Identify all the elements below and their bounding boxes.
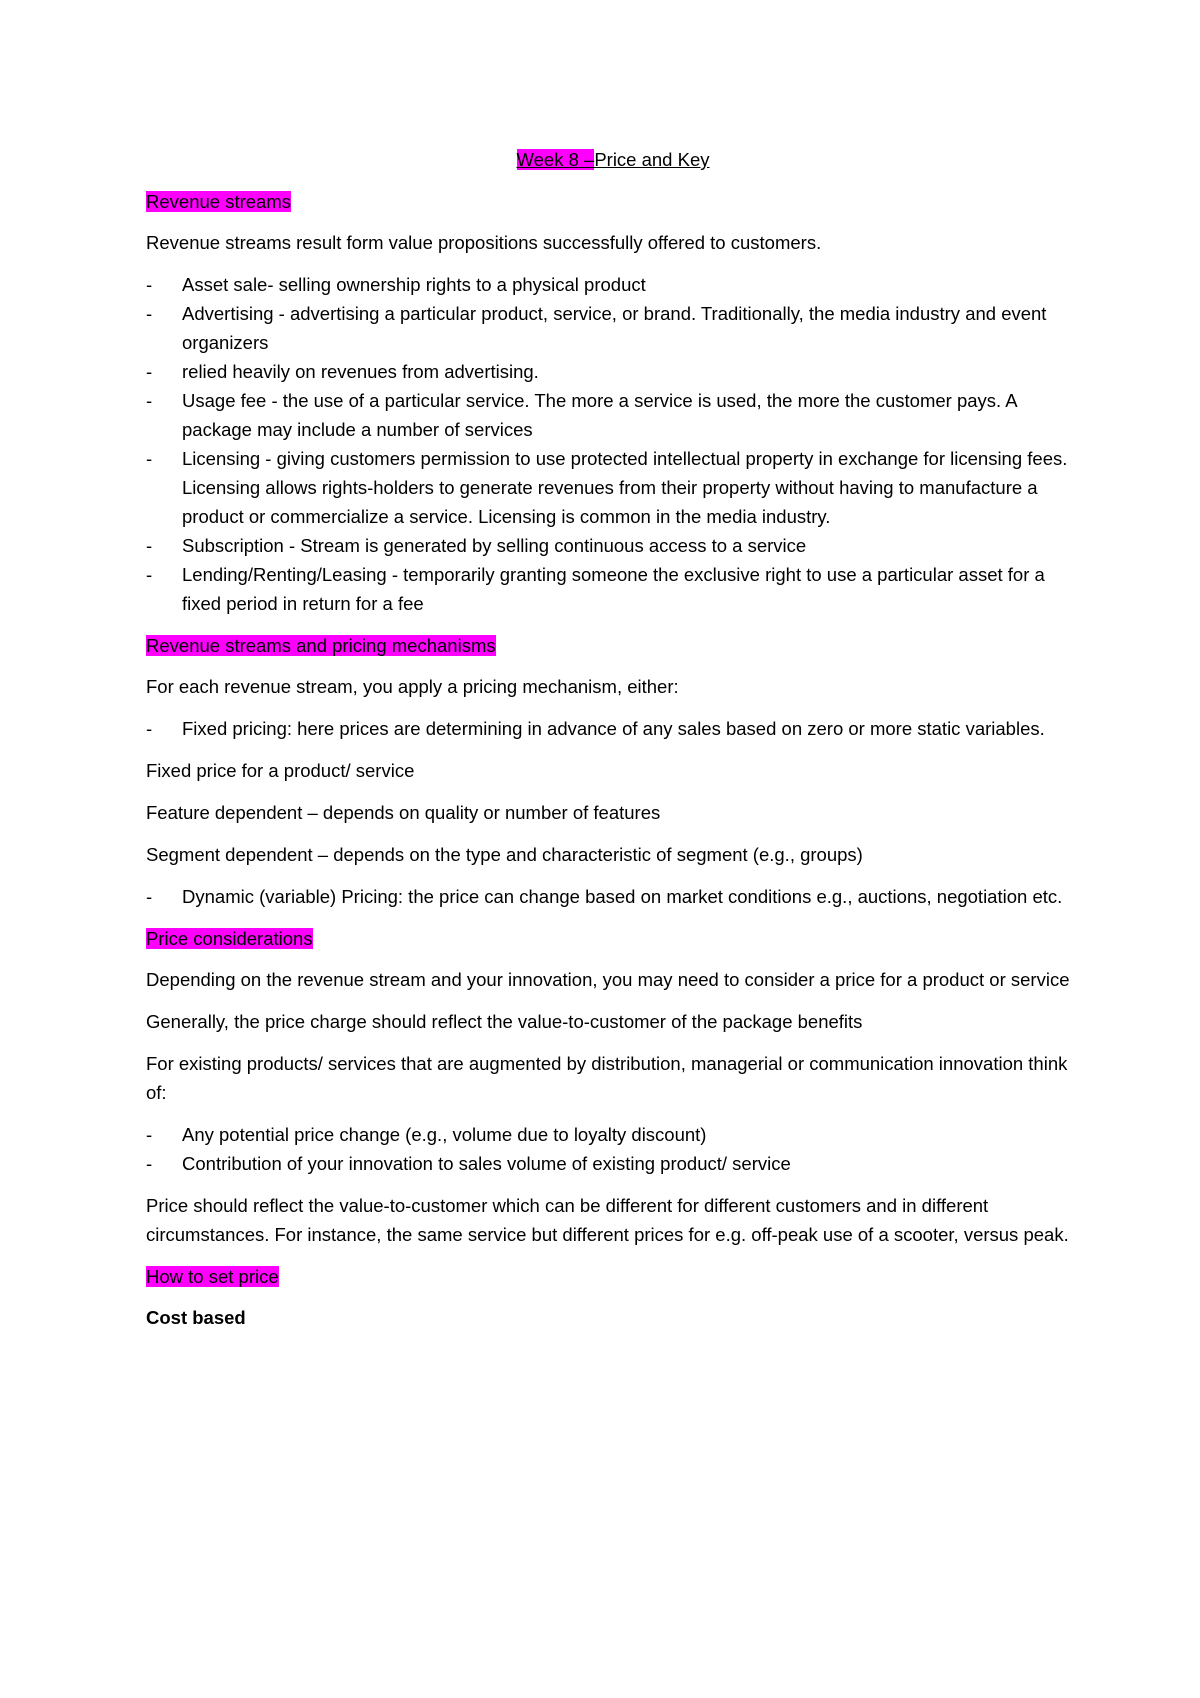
heading-how-to-set-price: How to set price — [146, 1266, 279, 1287]
paragraph: Fixed price for a product/ service — [146, 760, 415, 781]
title-topic: Price and Key — [594, 149, 710, 170]
pricing-mechanisms-intro: For each revenue stream, you apply a pricing mechanism, either: — [146, 676, 679, 697]
fixed-pricing-list — [146, 714, 1080, 743]
subheading-cost-based: Cost based — [146, 1307, 246, 1328]
paragraph: Segment dependent – depends on the type and characteristic of segment (e.g., groups) — [146, 844, 863, 865]
list-item: - Contribution of your innovation to sales volume of existing product/ service — [146, 1149, 1080, 1178]
paragraph: Generally, the price charge should reflect the value-to-customer of the package benefits — [146, 1011, 863, 1032]
list-item: - Lending/Renting/Leasing - temporarily granting someone the exclusive right to use a particular asset for a fixed period in return for a fee — [146, 560, 1080, 618]
list-item: - Licensing - giving customers permission to use protected intellectual property in exchange for licensing fees. Licensing allows rights-holders to generate revenues from their property without having to manufacture a product or commercialize a service. Licensing is common in the media industry. — [146, 444, 1080, 531]
paragraph: Depending on the revenue stream and your innovation, you may need to consider a price for a product or service — [146, 969, 1070, 990]
list-item: - Asset sale- selling ownership rights to a physical product — [146, 270, 1080, 299]
price-considerations-list — [146, 1120, 1080, 1178]
list-item: - Any potential price change (e.g., volume due to loyalty discount) — [146, 1120, 1080, 1149]
paragraph: Price should reflect the value-to-customer which can be different for different customers and in different circumstances. For instance, the same service but different prices for e.g. off-peak use of a scooter, versus peak. — [146, 1195, 1069, 1245]
heading-revenue-streams: Revenue streams — [146, 191, 291, 212]
list-item: - Advertising - advertising a particular product, service, or brand. Traditionally, the media industry and event organizers — [146, 299, 1080, 357]
list-item: - Dynamic (variable) Pricing: the price can change based on market conditions e.g., auctions, negotiation etc. — [146, 882, 1080, 911]
paragraph: Feature dependent – depends on quality or number of features — [146, 802, 661, 823]
document-title — [146, 145, 1080, 174]
list-item: - relied heavily on revenues from advertising. — [146, 357, 1080, 386]
title-week: Week 8 – — [516, 149, 595, 170]
revenue-streams-list — [146, 270, 1080, 618]
paragraph: For existing products/ services that are augmented by distribution, managerial or communication innovation think of: — [146, 1053, 1068, 1103]
list-item: - Subscription - Stream is generated by selling continuous access to a service — [146, 531, 1080, 560]
heading-price-considerations: Price considerations — [146, 928, 313, 949]
list-item: - Usage fee - the use of a particular service. The more a service is used, the more the customer pays. A package may include a number of services — [146, 386, 1080, 444]
list-item: - Fixed pricing: here prices are determining in advance of any sales based on zero or more static variables. — [146, 714, 1080, 743]
revenue-streams-intro: Revenue streams result form value propositions successfully offered to customers. — [146, 232, 822, 253]
dynamic-pricing-list — [146, 882, 1080, 911]
heading-pricing-mechanisms: Revenue streams and pricing mechanisms — [146, 635, 496, 656]
